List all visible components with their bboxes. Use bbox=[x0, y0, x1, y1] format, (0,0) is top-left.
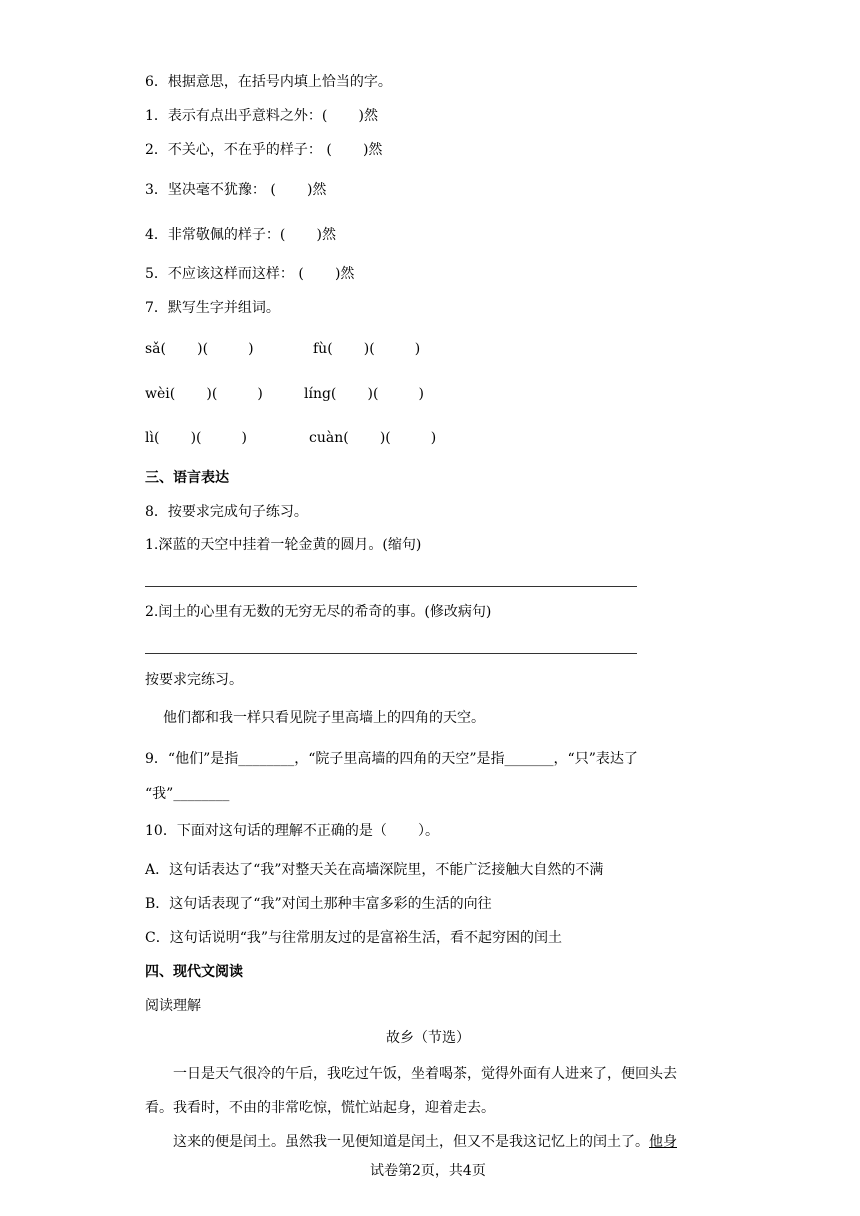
passage-para-2-line-1 bbox=[173, 1133, 677, 1151]
pinyin-sa: sǎ( )( ) bbox=[145, 341, 254, 357]
pinyin-li: lì( )( ) bbox=[145, 430, 248, 446]
q10-title: 10．下面对这句话的理解不正确的是（ ）。 bbox=[145, 823, 439, 839]
q9-line-1: 9．“他们”是指________，“院子里高墙的四角的天空”是指_______，“只”表达了 bbox=[145, 751, 638, 767]
q10-option-b: B．这句话表现了“我”对闰土那种丰富多彩的生活的向往 bbox=[145, 896, 492, 912]
q10-option-c: C．这句话说明“我”与往常朋友过的是富裕生活，看不起穷困的闰土 bbox=[145, 930, 563, 946]
q6-title: 6．根据意思，在括号内填上恰当的字。 bbox=[145, 74, 392, 90]
q6-item-2: 2．不关心，不在乎的样子： ( )然 bbox=[145, 142, 383, 158]
q6-item-4: 4．非常敬佩的样子：( )然 bbox=[145, 227, 336, 243]
q8-sentence-1: 1.深蓝的天空中挂着一轮金黄的圆月。(缩句) bbox=[145, 537, 422, 553]
q8-title: 8．按要求完成句子练习。 bbox=[145, 504, 308, 520]
section-heading-4: 四、现代文阅读 bbox=[145, 964, 243, 980]
page-footer: 试卷第2页，共4页 bbox=[370, 1163, 486, 1179]
passage-para-1-line-2: 看。我看时，不由的非常吃惊，慌忙站起身，迎着走去。 bbox=[145, 1100, 495, 1116]
q9-line-2: “我”________ bbox=[145, 786, 230, 802]
reading-label: 阅读理解 bbox=[145, 998, 201, 1014]
q6-item-3: 3．坚决毫不犹豫： ( )然 bbox=[145, 182, 327, 198]
answer-line-1[interactable] bbox=[145, 586, 637, 587]
answer-line-2[interactable] bbox=[145, 653, 637, 654]
q6-item-1: 1．表示有点出乎意料之外：( )然 bbox=[145, 108, 378, 124]
practice-instruction: 按要求完练习。 bbox=[145, 672, 243, 688]
passage-title: 故乡（节选） bbox=[386, 1030, 470, 1046]
passage-underlined-text: 他身 bbox=[649, 1134, 677, 1150]
pinyin-cuan: cuàn( )( ) bbox=[309, 430, 437, 446]
passage-para-1-line-1: 一日是天气很冷的午后，我吃过午饭，坐着喝茶，觉得外面有人进来了，便回头去 bbox=[173, 1066, 677, 1082]
pinyin-ling: líng( )( ) bbox=[304, 386, 424, 402]
section-heading-3: 三、语言表达 bbox=[145, 470, 229, 486]
q10-option-a: A．这句话表达了“我”对整天关在高墙深院里，不能广泛接触大自然的不满 bbox=[145, 862, 604, 878]
pinyin-wei: wèi( )( ) bbox=[145, 386, 263, 402]
quoted-sentence: 他们都和我一样只看见院子里高墙上的四角的天空。 bbox=[163, 710, 485, 726]
pinyin-fu: fù( )( ) bbox=[313, 341, 421, 357]
q8-sentence-2: 2.闰土的心里有无数的无穷无尽的希奇的事。(修改病句) bbox=[145, 604, 492, 620]
q6-item-5: 5．不应该这样而这样： ( )然 bbox=[145, 266, 355, 282]
q7-title: 7．默写生字并组词。 bbox=[145, 300, 280, 316]
passage-para-2-text: 这来的便是闰土。虽然我一见便知道是闰土，但又不是我这记忆上的闰土了。 bbox=[173, 1134, 649, 1150]
